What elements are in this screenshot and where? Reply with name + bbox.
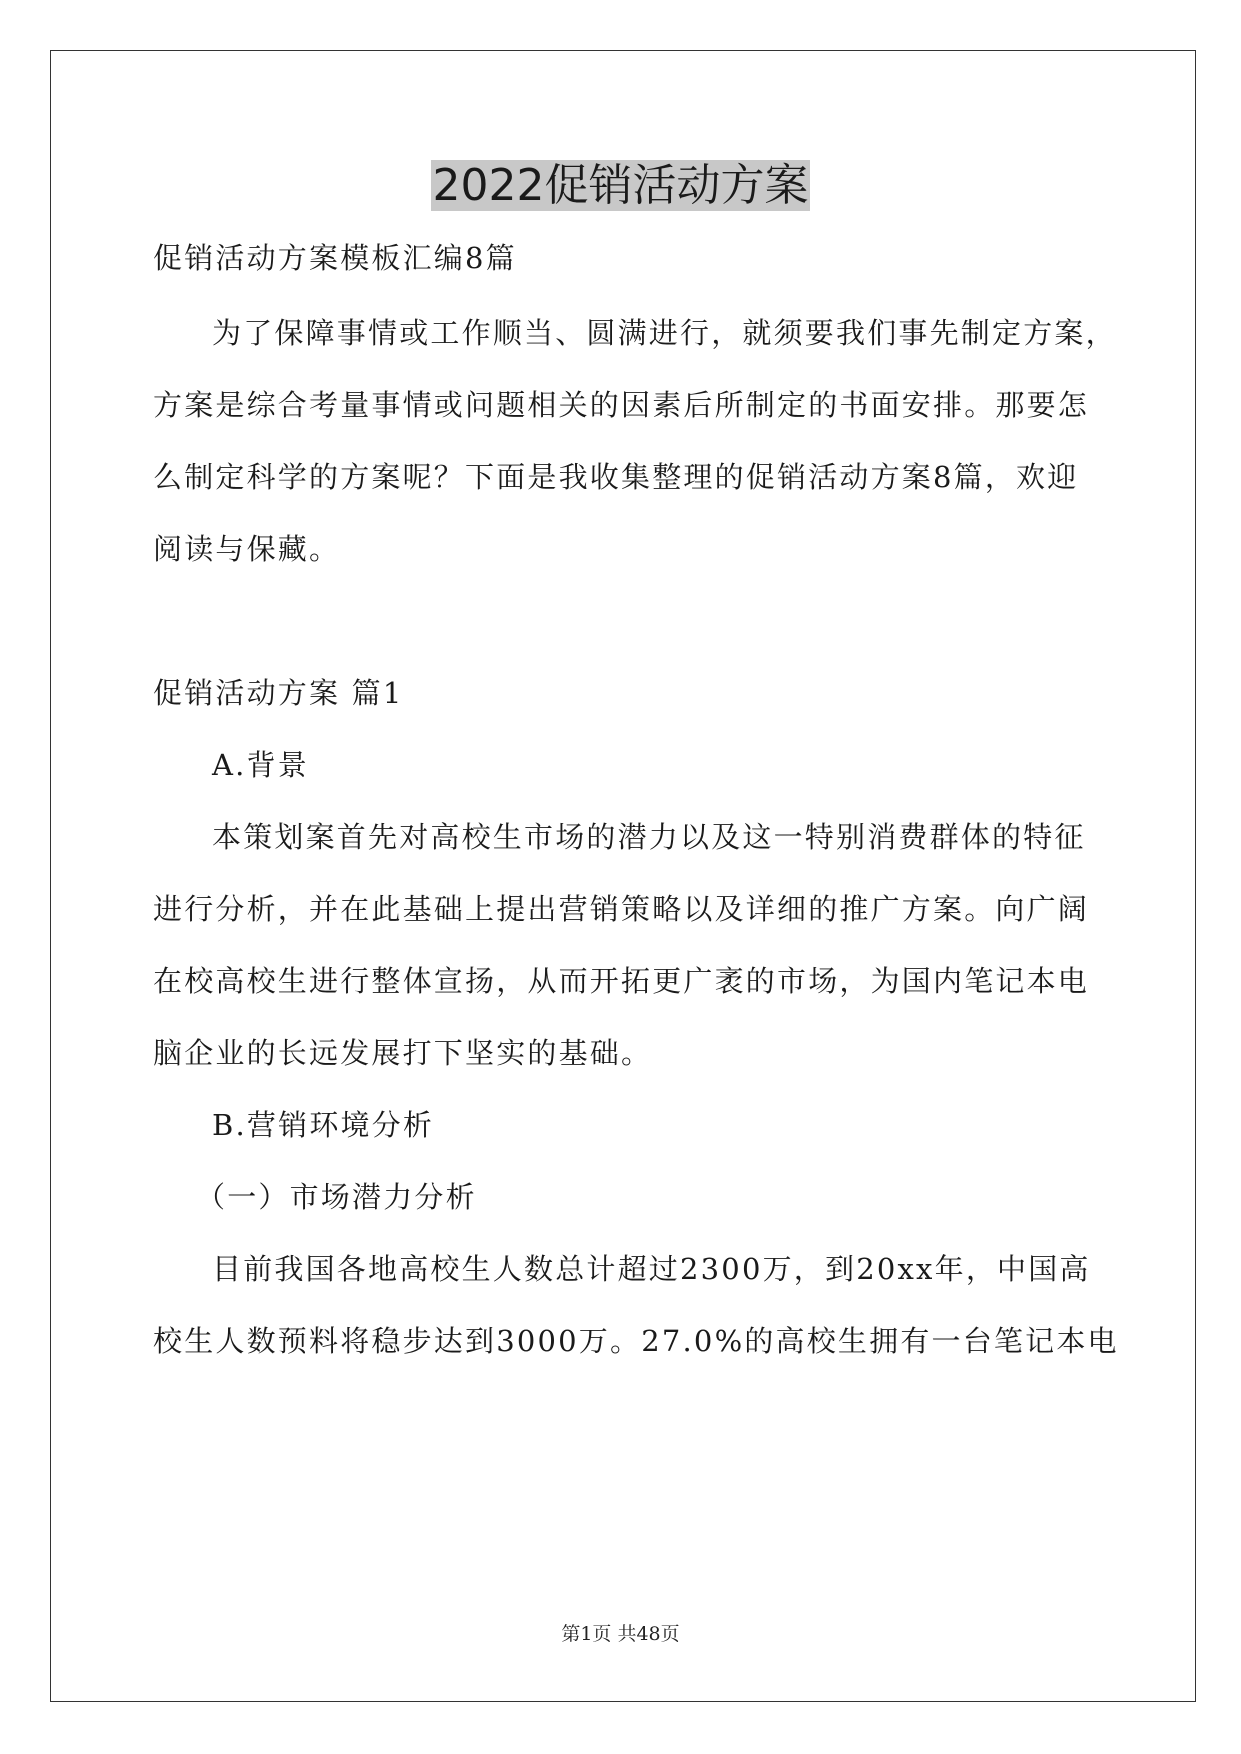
section-heading: 促销活动方案 篇1 <box>153 676 404 710</box>
heading-background: A.背景 <box>212 748 309 782</box>
page-border <box>50 50 1196 1702</box>
heading-market-potential: （一）市场潜力分析 <box>196 1180 477 1214</box>
page-footer: 第1页 共48页 <box>561 1623 680 1645</box>
background-line-4: 脑企业的长远发展打下坚实的基础。 <box>153 1036 653 1070</box>
heading-marketing-environment: B.营销环境分析 <box>212 1108 435 1142</box>
market-line-2: 校生人数预料将稳步达到3000万。27.0%的高校生拥有一台笔记本电 <box>153 1324 1119 1358</box>
background-line-1: 本策划案首先对高校生市场的潜力以及这一特别消费群体的特征 <box>212 820 1086 854</box>
background-line-2: 进行分析，并在此基础上提出营销策略以及详细的推广方案。向广阔 <box>153 892 1090 926</box>
intro-line-1: 为了保障事情或工作顺当、圆满进行，就须要我们事先制定方案， <box>212 316 1117 350</box>
intro-line-2: 方案是综合考量事情或问题相关的因素后所制定的书面安排。那要怎 <box>153 388 1090 422</box>
document-title-text: 2022促销活动方案 <box>432 160 809 211</box>
intro-line-3: 么制定科学的方案呢？下面是我收集整理的促销活动方案8篇，欢迎 <box>153 460 1079 494</box>
document-title <box>0 158 1241 214</box>
document-subtitle: 促销活动方案模板汇编8篇 <box>153 241 517 275</box>
market-line-1: 目前我国各地高校生人数总计超过2300万，到20xx年，中国高 <box>212 1252 1091 1286</box>
background-line-3: 在校高校生进行整体宣扬，从而开拓更广袤的市场，为国内笔记本电 <box>153 964 1090 998</box>
intro-line-4: 阅读与保藏。 <box>153 532 341 566</box>
